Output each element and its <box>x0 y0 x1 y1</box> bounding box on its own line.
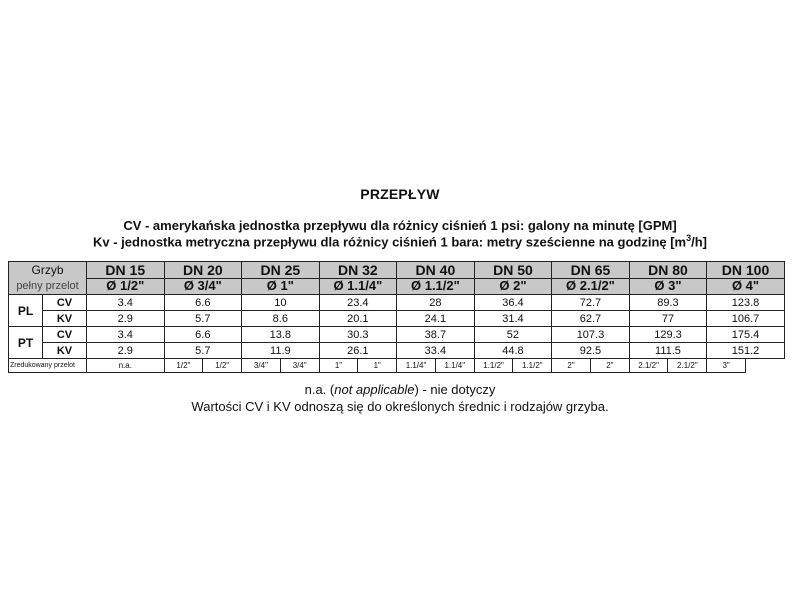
table-cell: 129.3 <box>629 327 707 343</box>
reduced-bore-cell: n.a. <box>87 359 165 373</box>
header-diameter-cell: Ø 2.1/2" <box>552 278 630 295</box>
table-cell: 30.3 <box>319 327 397 343</box>
reduced-bore-cell: 1.1/2" <box>474 359 513 373</box>
row-param-label: CV <box>43 327 87 343</box>
table-cell: 92.5 <box>552 343 630 359</box>
header-dn-cell: DN 40 <box>397 262 475 279</box>
reduced-bore-cell: 3/4" <box>280 359 319 373</box>
table-cell: 6.6 <box>164 295 242 311</box>
reduced-bore-cell: 2" <box>590 359 629 373</box>
flow-table <box>8 261 785 373</box>
table-cell: 8.6 <box>242 311 320 327</box>
table-cell: 36.4 <box>474 295 552 311</box>
header-dn-cell: DN 80 <box>629 262 707 279</box>
table-cell: 13.8 <box>242 327 320 343</box>
table-cell: 2.9 <box>87 311 165 327</box>
table-cell: 23.4 <box>319 295 397 311</box>
kv-definition-unit-end: /h] <box>691 234 708 250</box>
header-diameter-cell: Ø 1.1/4" <box>319 278 397 295</box>
reduced-bore-cell: 2.1/2" <box>668 359 707 373</box>
row-group-label: PT <box>9 327 43 359</box>
table-cell: 44.8 <box>474 343 552 359</box>
table-cell: 31.4 <box>474 311 552 327</box>
reduced-bore-cell: 2" <box>552 359 591 373</box>
reduced-bore-cell: 1/2" <box>203 359 242 373</box>
table-cell: 24.1 <box>397 311 475 327</box>
table-cell: 10 <box>242 295 320 311</box>
reduced-bore-cell: 2.1/2" <box>629 359 668 373</box>
table-cell: 77 <box>629 311 707 327</box>
table-cell: 38.7 <box>397 327 475 343</box>
reduced-bore-cell: 3" <box>707 359 746 373</box>
table-cell: 5.7 <box>164 311 242 327</box>
table-cell: 26.1 <box>319 343 397 359</box>
table-cell: 3.4 <box>87 295 165 311</box>
reduced-bore-label: Zredukowany przelot <box>9 359 87 373</box>
kv-definition-text: Kv - jednostka metryczna przepływu dla różnicy ciśnień 1 bara: metry sześcienne na godzinę [m <box>92 234 687 250</box>
values-note: Wartości CV i KV odnoszą się do określonych średnic i rodzajów grzyba. <box>191 399 609 414</box>
header-dn-cell: DN 50 <box>474 262 552 279</box>
reduced-bore-cell: 1.1/4" <box>397 359 436 373</box>
na-note <box>0 382 800 397</box>
header-diameter-cell: Ø 1" <box>242 278 320 295</box>
table-cell: 89.3 <box>629 295 707 311</box>
reduced-bore-cell: 1.1/4" <box>435 359 474 373</box>
header-dn-cell: DN 100 <box>707 262 785 279</box>
table-cell: 106.7 <box>707 311 785 327</box>
table-row <box>9 311 785 327</box>
header-dn-cell: DN 25 <box>242 262 320 279</box>
reduced-bore-cell: 1.1/2" <box>513 359 552 373</box>
table-row <box>9 343 785 359</box>
page-title: PRZEPŁYW <box>360 186 440 202</box>
table-cell: 123.8 <box>707 295 785 311</box>
header-dn-cell: DN 15 <box>87 262 165 279</box>
kv-definition-superscript: 3 <box>686 233 692 243</box>
cv-definition: CV - amerykańska jednostka przepływu dla różnicy ciśnień 1 psi: galony na minutę [GPM] <box>123 218 677 233</box>
row-group-label: PL <box>9 295 43 327</box>
table-cell: 72.7 <box>552 295 630 311</box>
row-param-label: KV <box>43 311 87 327</box>
na-note-italic: not applicable <box>334 382 415 397</box>
table-row <box>9 327 785 343</box>
header-diameter-cell: Ø 4" <box>707 278 785 295</box>
header-dn-cell: DN 65 <box>552 262 630 279</box>
table-cell: 111.5 <box>629 343 707 359</box>
table-row <box>9 295 785 311</box>
header-row-diameter <box>9 278 785 295</box>
table-cell: 175.4 <box>707 327 785 343</box>
reduced-bore-cell: 3/4" <box>242 359 281 373</box>
row-param-label: KV <box>43 343 87 359</box>
reduced-bore-cell: 1/2" <box>164 359 203 373</box>
header-diameter-cell: Ø 1/2" <box>87 278 165 295</box>
table-cell: 151.2 <box>707 343 785 359</box>
table-cell: 20.1 <box>319 311 397 327</box>
header-diameter-cell: Ø 2" <box>474 278 552 295</box>
header-diameter-cell: Ø 1.1/2" <box>397 278 475 295</box>
table-cell: 107.3 <box>552 327 630 343</box>
table-cell: 6.6 <box>164 327 242 343</box>
table-cell: 52 <box>474 327 552 343</box>
header-full-bore-label: pełny przelot <box>16 280 79 292</box>
table-cell: 33.4 <box>397 343 475 359</box>
table-cell: 2.9 <box>87 343 165 359</box>
reduced-bore-row <box>9 359 785 373</box>
table-cell: 28 <box>397 295 475 311</box>
header-dn-cell: DN 32 <box>319 262 397 279</box>
header-diameter-cell: Ø 3/4" <box>164 278 242 295</box>
header-dn-cell: DN 20 <box>164 262 242 279</box>
header-row-dn <box>9 262 785 279</box>
na-note-prefix: n.a. ( <box>304 382 335 397</box>
reduced-bore-cell: 1" <box>358 359 397 373</box>
table-cell: 62.7 <box>552 311 630 327</box>
table-cell: 11.9 <box>242 343 320 359</box>
header-grzyb-label: Grzyb <box>31 263 64 277</box>
kv-definition <box>0 233 800 249</box>
na-note-suffix: ) - nie dotyczy <box>414 382 496 397</box>
header-grzyb-cell <box>9 262 87 295</box>
table-cell: 5.7 <box>164 343 242 359</box>
table-cell: 3.4 <box>87 327 165 343</box>
reduced-bore-cell: 1" <box>319 359 358 373</box>
header-diameter-cell: Ø 3" <box>629 278 707 295</box>
row-param-label: CV <box>43 295 87 311</box>
